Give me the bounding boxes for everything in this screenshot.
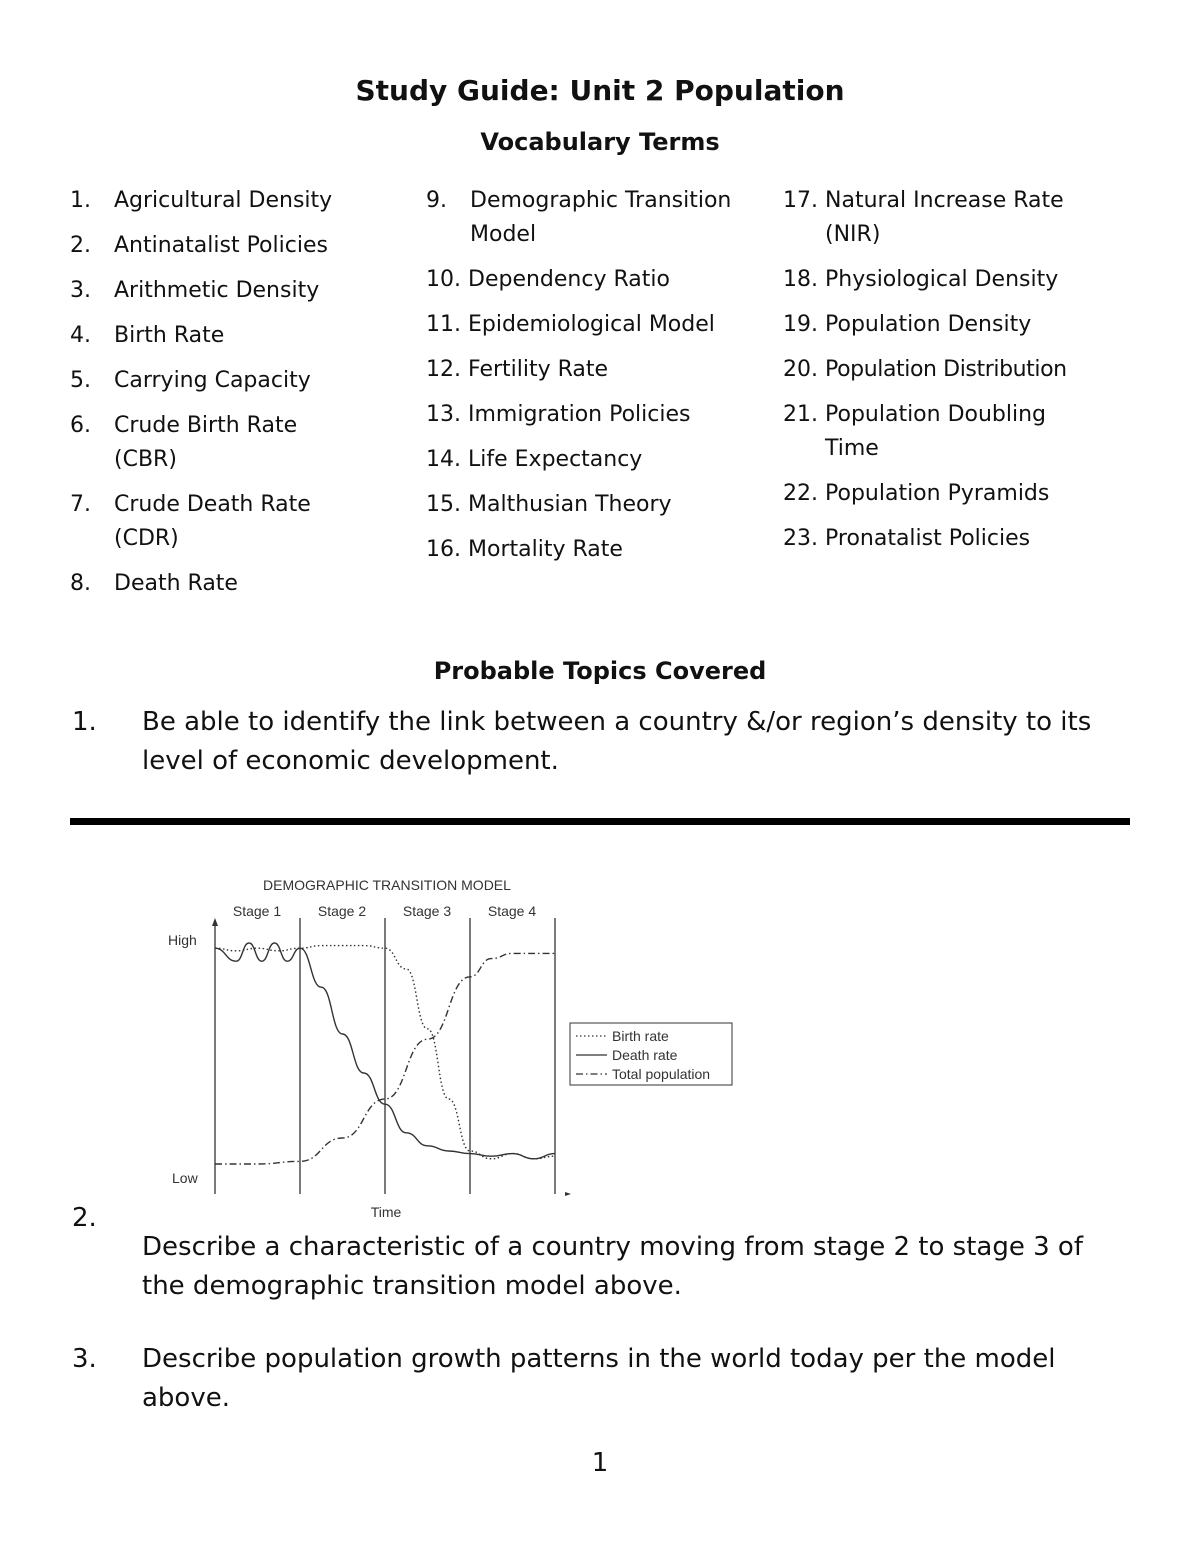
vocab-item [426, 533, 771, 567]
stage-label: Stage 2 [317, 903, 367, 919]
stage-label: Stage 4 [487, 903, 537, 919]
vocab-term: Antinatalist Policies [114, 233, 328, 258]
question-text: Be able to identify the link between a country &/or region’s density to its level of economic development. [142, 707, 1092, 776]
vocab-term: Pronatalist Policies [825, 526, 1031, 551]
vocab-item [426, 263, 771, 297]
vocab-number: 5. [70, 368, 91, 393]
vocab-item [783, 263, 1123, 297]
vocab-number: 18. [783, 267, 818, 292]
vocab-term: Population Distribution [825, 357, 1067, 382]
vocab-number: 7. [70, 492, 91, 517]
vocab-number: 2. [70, 233, 91, 258]
vocab-term: Natural Increase Rate (NIR) [825, 188, 1064, 247]
vocab-number: 11. [426, 312, 461, 337]
legend-label-death: Death rate [612, 1047, 678, 1063]
vocab-item [70, 229, 410, 263]
vocab-term: Population Pyramids [825, 481, 1050, 506]
vocab-term: Dependency Ratio [468, 267, 670, 292]
vocab-number: 16. [426, 537, 461, 562]
vocab-item [783, 522, 1123, 556]
vocab-item [783, 353, 1123, 387]
vocab-item [783, 308, 1123, 342]
vocab-number: 6. [70, 413, 91, 438]
vocab-term: Crude Birth Rate (CBR) [114, 413, 298, 472]
vocab-item [426, 488, 771, 522]
vocab-item [426, 353, 771, 387]
vocab-number: 19. [783, 312, 818, 337]
vocab-term: Agricultural Density [114, 188, 333, 213]
question-number: 1. [72, 707, 97, 737]
vocab-term: Crude Death Rate (CDR) [114, 492, 311, 551]
demographic-transition-chart [150, 868, 750, 1228]
horizontal-divider [70, 818, 1130, 825]
question-text: Describe population growth patterns in the world today per the model above. [142, 1344, 1056, 1413]
vocab-item [70, 488, 410, 556]
vocab-term: Death Rate [114, 571, 238, 596]
legend-label-birth: Birth rate [612, 1028, 669, 1044]
vocab-term: Epidemiological Model [468, 312, 715, 337]
vocab-item [70, 364, 410, 398]
page-title: Study Guide: Unit 2 Population [355, 74, 845, 107]
vocab-term: Mortality Rate [468, 537, 623, 562]
vocab-number: 8. [70, 571, 91, 596]
chart-title: DEMOGRAPHIC TRANSITION MODEL [263, 877, 511, 893]
vocab-item [70, 184, 410, 218]
question-1 [72, 703, 1132, 781]
chart-legend [570, 1023, 732, 1085]
vocab-term: Birth Rate [114, 323, 225, 348]
legend-label-population: Total population [612, 1066, 711, 1082]
stage-label: Stage 3 [402, 903, 452, 919]
vocab-column-1 [70, 184, 410, 612]
vocab-number: 21. [783, 402, 818, 427]
vocab-heading: Vocabulary Terms [480, 128, 720, 156]
vocab-term: Fertility Rate [468, 357, 609, 382]
vocab-term: Population Doubling Time [825, 402, 1047, 461]
question-2-number: 2. [72, 1203, 97, 1233]
vocab-number: 4. [70, 323, 91, 348]
question-3 [72, 1340, 1132, 1418]
vocab-number: 9. [426, 188, 447, 213]
vocab-column-3 [783, 184, 1123, 567]
stage-label: Stage 1 [232, 903, 282, 919]
question-number: 3. [72, 1344, 97, 1374]
vocab-term: Immigration Policies [468, 402, 691, 427]
y-axis-arrow [212, 918, 218, 926]
vocab-term: Physiological Density [825, 267, 1059, 292]
y-label-high: High [168, 932, 197, 948]
vocab-number: 15. [426, 492, 461, 517]
x-axis-arrow [565, 1192, 571, 1196]
vocab-number: 20. [783, 357, 818, 382]
vocab-number: 13. [426, 402, 461, 427]
vocab-number: 1. [70, 188, 91, 213]
vocab-term: Malthusian Theory [468, 492, 672, 517]
y-label-low: Low [172, 1170, 198, 1186]
vocab-term: Demographic Transition Model [470, 188, 732, 247]
vocab-term: Arithmetic Density [114, 278, 320, 303]
vocab-number: 10. [426, 267, 461, 292]
vocab-number: 14. [426, 447, 461, 472]
question-2-text: Describe a characteristic of a country moving from stage 2 to stage 3 of the demographic transition model above. [142, 1232, 1083, 1301]
topics-heading: Probable Topics Covered [433, 657, 767, 685]
vocab-term: Life Expectancy [468, 447, 643, 472]
vocab-item [426, 443, 771, 477]
vocab-item [70, 274, 410, 308]
vocab-number: 3. [70, 278, 91, 303]
x-axis-label: Time [370, 1204, 402, 1220]
vocab-item [783, 398, 1123, 466]
vocab-item [70, 409, 410, 477]
vocab-number: 22. [783, 481, 818, 506]
vocab-column-2 [426, 184, 771, 578]
vocab-item [783, 477, 1123, 511]
vocab-number: 12. [426, 357, 461, 382]
vocab-term: Population Density [825, 312, 1032, 337]
vocab-item [783, 184, 1123, 252]
vocab-number: 17. [783, 188, 818, 213]
vocab-item [426, 184, 771, 252]
vocab-item [70, 567, 410, 601]
vocab-term: Carrying Capacity [114, 368, 311, 393]
page-number: 1 [591, 1448, 609, 1478]
vocab-item [70, 319, 410, 353]
vocab-number: 23. [783, 526, 818, 551]
vocab-item [426, 398, 771, 432]
vocab-item [426, 308, 771, 342]
